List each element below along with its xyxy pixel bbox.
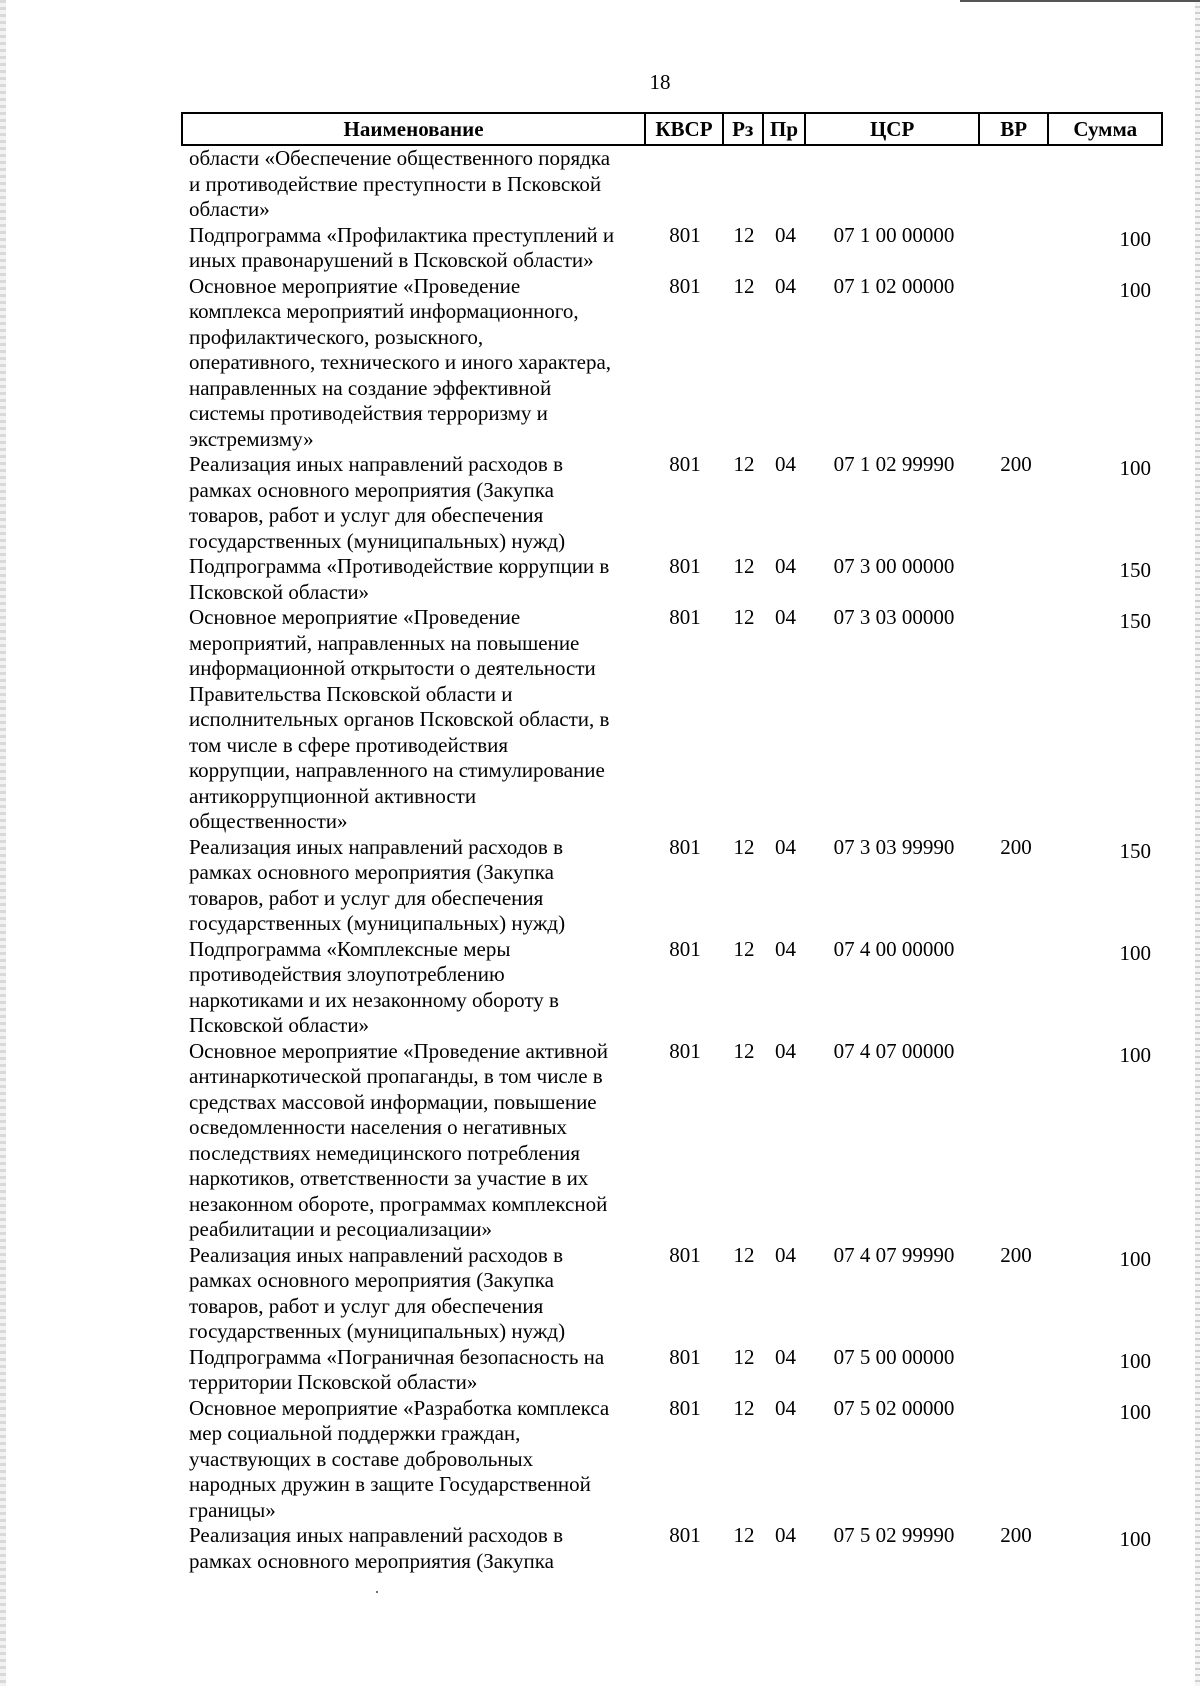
row-rz: 12 <box>733 1395 755 1420</box>
row-pr: 04 <box>775 1038 796 1063</box>
row-sum: 100 <box>1119 1348 1151 1373</box>
table-row <box>181 1345 1163 1396</box>
row-csr: 07 1 00 00000 <box>833 222 955 247</box>
row-csr: 07 3 03 00000 <box>833 605 955 629</box>
table-body <box>181 146 1163 1574</box>
row-name: Подпрограмма «Профилактика преступлений и иных правонарушений в Псковской области» <box>189 222 615 272</box>
row-pr: 04 <box>775 605 796 629</box>
table-row <box>181 835 1163 937</box>
row-kvsr: 801 <box>669 936 701 961</box>
table-row <box>181 554 1163 605</box>
row-name: Реализация иных направлений расходов в рамках основного мероприятия (Закупка товаров, работ и услуг для обеспечения государственных (муниципальных) нужд) <box>189 452 566 553</box>
row-sum: 100 <box>1119 226 1151 251</box>
row-kvsr: 801 <box>669 452 701 476</box>
row-kvsr: 801 <box>669 1523 701 1547</box>
row-name: Основное мероприятие «Разработка комплекса мер социальной поддержки граждан, участвующих в составе добровольных народных дружин в защите Государственной границы» <box>189 1395 610 1522</box>
row-csr: 07 4 07 00000 <box>833 1038 955 1063</box>
row-name: Основное мероприятие «Проведение мероприятий, направленных на повышение информационной открытости о деятельности Правительства Псковской области и исполнительных органов Псковской области, в том числе в сфере противодействия коррупции, направленного на стимулирование антикоррупционной активности общественности» <box>189 605 610 833</box>
row-csr: 07 3 00 00000 <box>833 554 955 578</box>
row-pr: 04 <box>775 1395 796 1420</box>
header-sum: Сумма <box>1073 117 1138 141</box>
row-csr: 07 5 02 00000 <box>833 1395 955 1420</box>
header-kvsr: КВСР <box>646 114 724 144</box>
row-sum: 150 <box>1119 838 1151 863</box>
row-rz: 12 <box>733 222 755 247</box>
row-rz: 12 <box>733 605 755 629</box>
row-name: области «Обеспечение общественного порядка и противодействие преступности в Псковской области» <box>189 146 611 221</box>
row-pr: 04 <box>775 554 796 578</box>
table-row <box>181 452 1163 554</box>
row-sum: 100 <box>1119 1527 1151 1551</box>
row-name: Реализация иных направлений расходов в рамках основного мероприятия (Закупка <box>189 1523 564 1573</box>
row-csr: 07 5 02 99990 <box>833 1523 955 1547</box>
table-header-row <box>181 112 1163 146</box>
row-name: Основное мероприятие «Проведение комплекса мероприятий информационного, профилактического, розыскного, оперативного, технического и иного характера, направленных на создание эффективной системы противодействия терроризму и экстремизму» <box>189 273 612 451</box>
row-rz: 12 <box>733 936 755 961</box>
row-pr: 04 <box>775 1242 796 1267</box>
row-rz: 12 <box>733 452 755 476</box>
row-pr: 04 <box>775 222 796 247</box>
table-row <box>181 274 1163 453</box>
table-row <box>181 605 1163 835</box>
row-sum <box>1051 146 1163 150</box>
row-rz: 12 <box>733 1038 755 1063</box>
row-pr: 04 <box>775 452 796 476</box>
row-kvsr: 801 <box>669 273 701 298</box>
table-row <box>181 1396 1163 1524</box>
row-rz: 12 <box>733 1344 755 1369</box>
row-kvsr: 801 <box>669 1242 701 1267</box>
budget-table <box>181 112 1163 1574</box>
header-name: Наименование <box>183 114 646 144</box>
header-rz: Рз <box>724 114 764 144</box>
row-sum: 100 <box>1119 1042 1151 1067</box>
row-pr: 04 <box>775 1344 796 1369</box>
row-kvsr: 801 <box>669 554 701 578</box>
table-row <box>181 223 1163 274</box>
row-sum: 100 <box>1119 277 1151 302</box>
row-kvsr: 801 <box>669 1038 701 1063</box>
row-rz: 12 <box>733 554 755 578</box>
scan-speck <box>376 1591 378 1593</box>
row-name: Подпрограмма «Противодействие коррупции в Псковской области» <box>189 554 610 604</box>
page-number: 18 <box>649 70 671 94</box>
table-row <box>181 937 1163 1039</box>
row-pr: 04 <box>775 936 796 961</box>
header-pr: Пр <box>764 114 807 144</box>
row-kvsr: 801 <box>669 1344 701 1369</box>
row-csr: 07 5 00 00000 <box>833 1344 955 1369</box>
row-sum: 100 <box>1119 456 1151 480</box>
header-vr: ВР <box>980 114 1050 144</box>
table-row <box>181 1243 1163 1345</box>
row-csr: 07 4 07 99990 <box>833 1242 955 1267</box>
row-rz: 12 <box>733 834 755 859</box>
row-name: Реализация иных направлений расходов в рамках основного мероприятия (Закупка товаров, работ и услуг для обеспечения государственных (муниципальных) нужд) <box>189 834 566 935</box>
row-pr: 04 <box>775 834 796 859</box>
row-vr: 200 <box>1000 1523 1032 1547</box>
row-sum: 100 <box>1119 940 1151 965</box>
row-pr: 04 <box>775 273 796 298</box>
table-row <box>181 1039 1163 1243</box>
row-rz: 12 <box>733 273 755 298</box>
row-name: Реализация иных направлений расходов в рамках основного мероприятия (Закупка товаров, работ и услуг для обеспечения государственных (муниципальных) нужд) <box>189 1242 566 1343</box>
row-sum: 150 <box>1119 558 1151 582</box>
row-vr: 200 <box>1000 1242 1032 1267</box>
table-row <box>181 146 1163 223</box>
scan-edge-left <box>0 0 6 1686</box>
row-sum: 150 <box>1119 609 1151 633</box>
row-name: Основное мероприятие «Проведение активной антинаркотической пропаганды, в том числе в средствах массовой информации, повышение осведомленности населения о негативных последствиях немедицинского потребления наркотиков, ответственности за участие в их незаконном обороте, программах комплексной реабилитации и ресоциализации» <box>189 1038 609 1241</box>
row-vr: 200 <box>1000 834 1032 859</box>
row-kvsr: 801 <box>669 222 701 247</box>
row-csr: 07 1 02 00000 <box>833 273 955 298</box>
scan-top-line <box>960 0 1200 2</box>
row-sum: 100 <box>1119 1399 1151 1424</box>
scan-edge-right <box>1195 0 1200 1686</box>
row-rz: 12 <box>733 1523 755 1547</box>
row-rz: 12 <box>733 1242 755 1267</box>
row-name: Подпрограмма «Пограничная безопасность на территории Псковской области» <box>189 1344 605 1394</box>
row-csr: 07 4 00 00000 <box>833 936 955 961</box>
row-name: Подпрограмма «Комплексные меры противодействия злоупотреблению наркотиками и их незаконному обороту в Псковской области» <box>189 936 559 1037</box>
row-csr: 07 1 02 99990 <box>833 452 955 476</box>
row-vr: 200 <box>1000 452 1032 476</box>
row-sum: 100 <box>1119 1246 1151 1271</box>
row-kvsr: 801 <box>669 834 701 859</box>
row-kvsr: 801 <box>669 605 701 629</box>
row-pr: 04 <box>775 1523 796 1547</box>
header-csr: ЦСР <box>806 114 979 144</box>
table-row <box>181 1523 1163 1574</box>
row-kvsr: 801 <box>669 1395 701 1420</box>
row-csr: 07 3 03 99990 <box>833 834 955 859</box>
